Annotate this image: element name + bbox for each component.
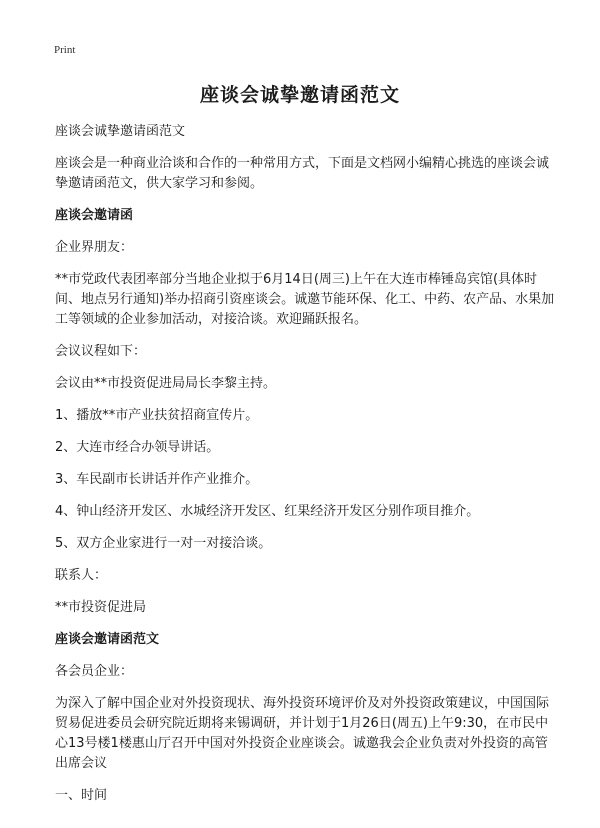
host-line: 会议由**市投资促进局局长李黎主持。 <box>55 376 277 391</box>
intro-paragraph: 座谈会是一种商业洽谈和合作的一种常用方式，下面是文档网小编精心挑选的座谈会诚挚邀请函范文，供大家学习和参阅。 <box>55 156 550 191</box>
intro-title: 座谈会诚挚邀请函范文 <box>55 124 186 139</box>
agenda-item: 5、双方企业家进行一对一对接洽谈。 <box>55 536 272 551</box>
agenda-item: 2、大连市经合办领导讲话。 <box>55 440 220 455</box>
agenda-item: 4、钟山经济开发区、水城经济开发区、红果经济开发区分别作项目推介。 <box>55 504 480 519</box>
agenda-item: 3、车民副市长讲话并作产业推介。 <box>55 472 259 487</box>
contact-value: **市投资促进局 <box>55 600 147 615</box>
print-link[interactable]: Print <box>54 44 76 56</box>
letter2-salutation: 各会员企业： <box>55 664 134 679</box>
letter1-body: **市党政代表团率部分当地企业拟于6月14日(周三)上午在大连市棒锤岛宾馆(具体时间、地点另行通知)举办招商引资座谈会。诚邀节能环保、化工、中药、农产品、水果加工等领域的企业参加活动，对接洽谈。欢迎踊跃报名。 <box>55 272 555 327</box>
letter2-section-time: 一、时间 <box>55 788 108 803</box>
letter1-heading: 座谈会邀请函 <box>55 208 134 223</box>
page-title: 座谈会诚挚邀请函范文 <box>199 84 400 106</box>
document-body <box>55 122 555 818</box>
letter1-salutation: 企业界朋友： <box>55 240 134 255</box>
contact-label: 联系人： <box>55 568 108 583</box>
letter2-heading: 座谈会邀请函范文 <box>55 632 160 647</box>
letter2-body: 为深入了解中国企业对外投资现状、海外投资环境评价及对外投资政策建议，中国国际贸易促进委员会研究院近期将来锡调研，并计划于1月26日(周五)上午9:30，在市民中心13号楼1楼惠山厅召开中国对外投资企业座谈会。诚邀我会企业负责对外投资的高管出席会议 <box>55 696 550 771</box>
agenda-label: 会议议程如下： <box>55 344 147 359</box>
agenda-item: 1、播放**市产业扶贫招商宣传片。 <box>55 408 259 423</box>
